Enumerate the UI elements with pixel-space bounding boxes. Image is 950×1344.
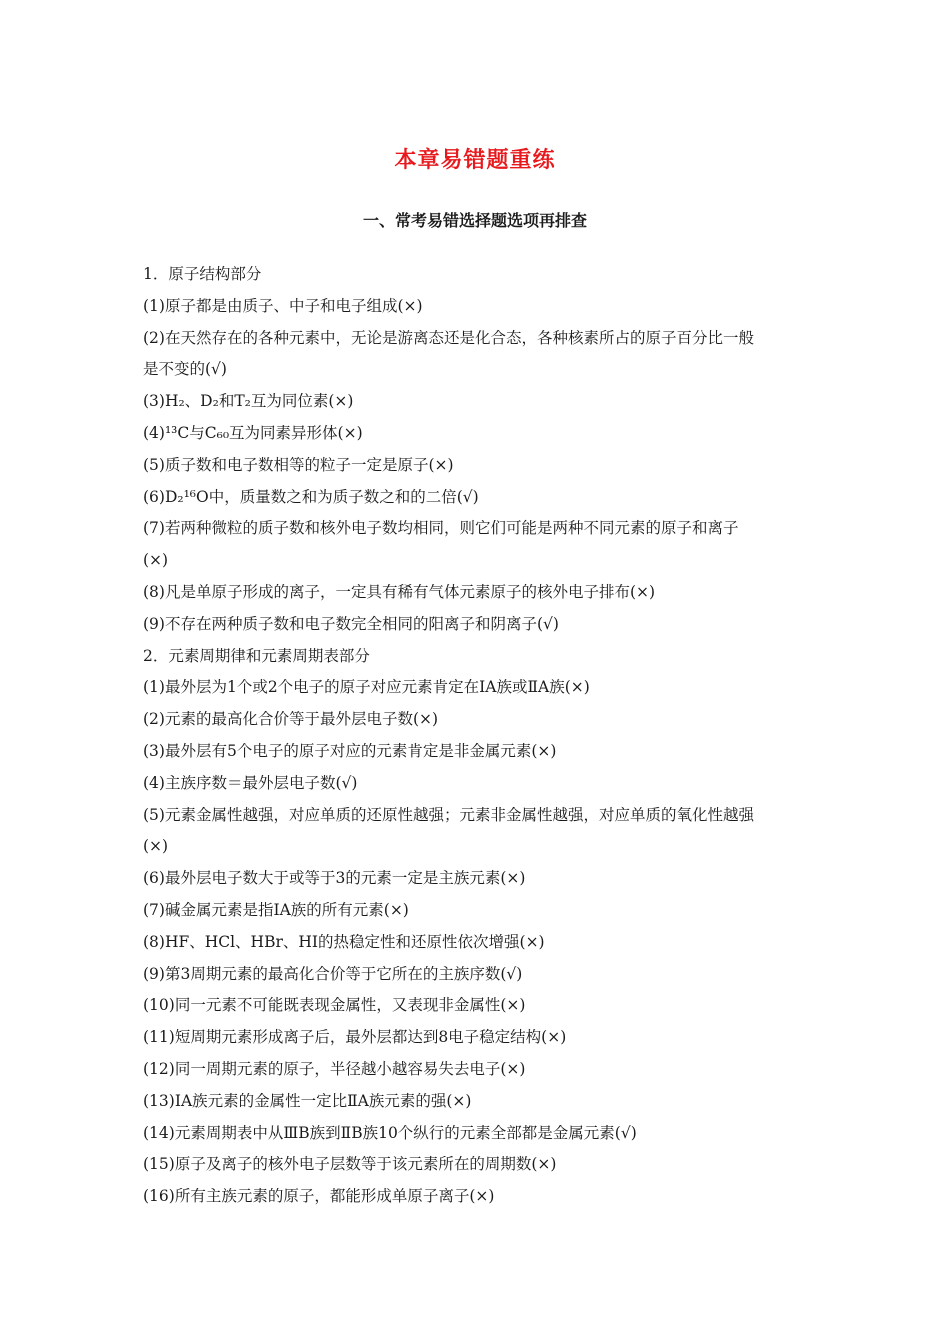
section-heading-atomic-structure: 1．原子结构部分 [143, 265, 262, 283]
list-item: (5)元素金属性越强，对应单质的还原性越强；元素非金属性越强，对应单质的氧化性越强 [143, 805, 754, 824]
list-item: (10)同一元素不可能既表现金属性，又表现非金属性(×) [143, 996, 526, 1015]
document-body [143, 259, 813, 1245]
list-item: (12)同一周期元素的原子，半径越小越容易失去电子(×) [143, 1059, 526, 1078]
list-item: (2)在天然存在的各种元素中，无论是游离态还是化合态，各种核素所占的原子百分比一般 [143, 328, 754, 347]
section-heading-periodic-law: 2．元素周期律和元素周期表部分 [143, 646, 370, 665]
list-item: (5)质子数和电子数相等的粒子一定是原子(×) [143, 455, 454, 474]
list-item: (9)不存在两种质子数和电子数完全相同的阳离子和阴离子(√) [143, 614, 559, 633]
page-title: 本章易错题重练 [394, 147, 556, 173]
list-item: (13)ⅠA族元素的金属性一定比ⅡA族元素的强(×) [143, 1091, 472, 1110]
list-item: (7)若两种微粒的质子数和核外电子数均相同，则它们可能是两种不同元素的原子和离子 [143, 519, 739, 538]
list-item: (×) [143, 837, 169, 856]
list-item: (16)所有主族元素的原子，都能形成单原子离子(×) [143, 1187, 495, 1206]
list-item: (3)H₂、D₂和T₂互为同位素(×) [143, 392, 354, 411]
list-item: (3)最外层有5个电子的原子对应的元素肯定是非金属元素(×) [143, 741, 557, 760]
section-subtitle: 一、常考易错选择题选项再排查 [362, 211, 587, 230]
list-item: (2)元素的最高化合价等于最外层电子数(×) [143, 710, 439, 729]
list-item: (9)第3周期元素的最高化合价等于它所在的主族序数(√) [143, 964, 523, 983]
list-item: 是不变的(√) [143, 360, 227, 379]
list-item [143, 1213, 813, 1245]
list-item: (11)短周期元素形成离子后，最外层都达到8电子稳定结构(×) [143, 1028, 567, 1047]
list-item: (7)碱金属元素是指ⅠA族的所有元素(×) [143, 900, 409, 919]
list-item: (4)主族序数＝最外层电子数(√) [143, 773, 358, 792]
list-item: (8)HF、HCl、HBr、HI的热稳定性和还原性依次增强(×) [143, 932, 545, 951]
list-item: (6)最外层电子数大于或等于3的元素一定是主族元素(×) [143, 869, 526, 888]
list-item: (1)最外层为1个或2个电子的原子对应元素肯定在ⅠA族或ⅡA族(×) [143, 678, 590, 697]
list-item: (6)D₂¹⁶O中，质量数之和为质子数之和的二倍(√) [143, 487, 479, 506]
list-item: (×) [143, 551, 169, 570]
list-item: (8)凡是单原子形成的离子，一定具有稀有气体元素原子的核外电子排布(×) [143, 582, 656, 601]
list-item: (4)¹³C与C₆₀互为同素异形体(×) [143, 423, 363, 442]
list-item: (1)原子都是由质子、中子和电子组成(×) [143, 296, 423, 315]
list-item: (14)元素周期表中从ⅢB族到ⅡB族10个纵行的元素全部都是金属元素(√) [143, 1123, 637, 1142]
list-item: (15)原子及离子的核外电子层数等于该元素所在的周期数(×) [143, 1155, 557, 1174]
